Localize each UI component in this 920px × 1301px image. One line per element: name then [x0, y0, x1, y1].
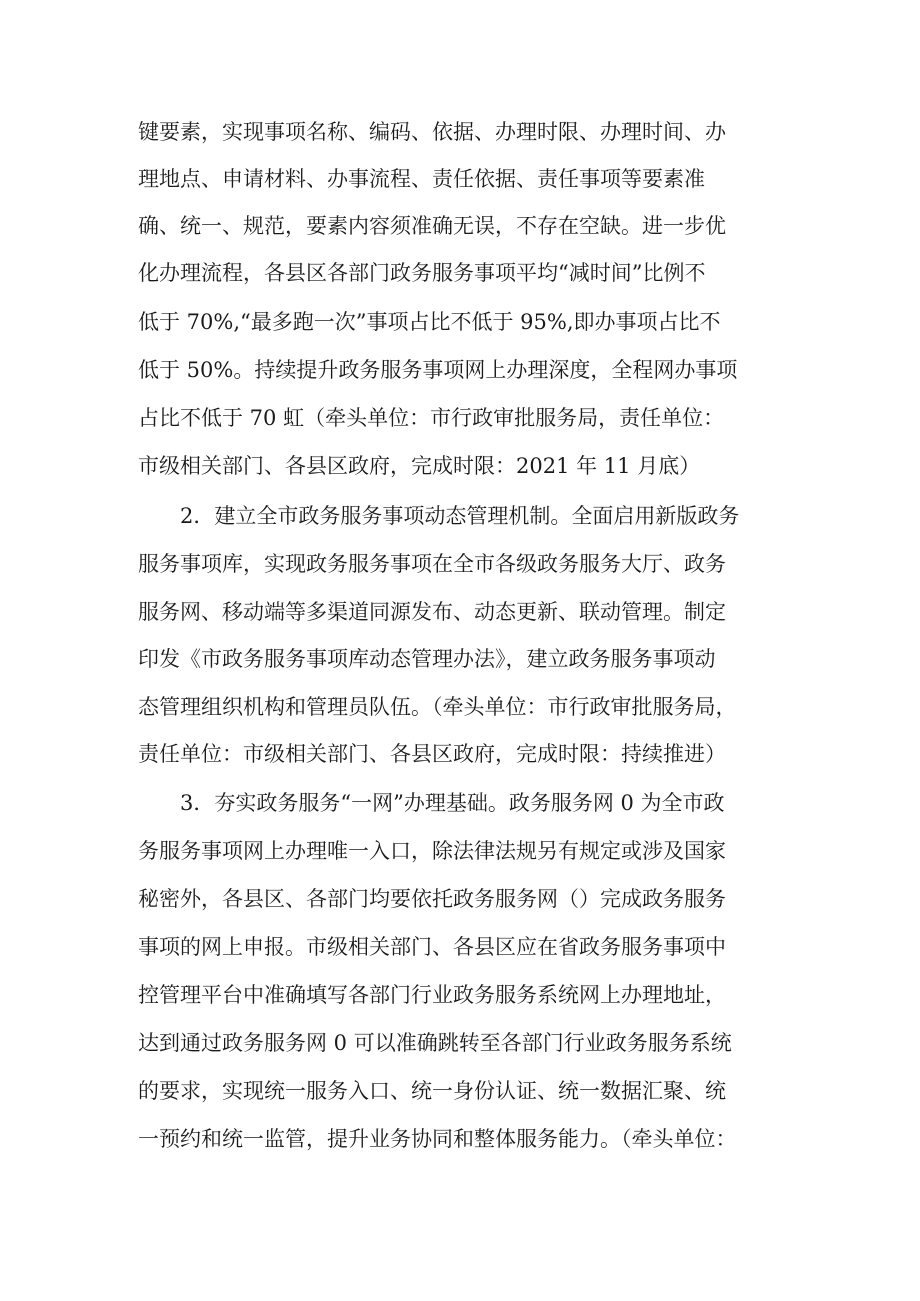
- text-line: 一预约和统一监管，提升业务协同和整体服务能力。（牵头单位：: [138, 1127, 737, 1151]
- text-line: 达到通过政务服务网 0 可以准确跳转至各部门行业政务服务系统: [138, 1031, 732, 1055]
- text-line: 态管理组织机构和管理员队伍。（牵头单位：市行政审批服务局，: [138, 695, 737, 719]
- text-line: 低于 50%。持续提升政务服务事项网上办理深度，全程网办事项: [138, 358, 738, 382]
- text-line: 化办理流程，各县区各部门政务服务事项平均“减时间”比例不: [138, 261, 706, 285]
- paragraph-3-start: 3．夯实政务服务“一网”办理基础。政务服务网 0 为全市政: [180, 791, 725, 815]
- text-line: 确、统一、规范，要素内容须准确无误，不存在空缺。进一步优: [138, 214, 726, 238]
- text-line: 控管理平台中准确填写各部门行业政务服务系统网上办理地址，: [138, 983, 726, 1007]
- text-line: 理地点、申请材料、办事流程、责任依据、责任事项等要素准: [138, 167, 705, 191]
- text-line: 的要求，实现统一服务入口、统一身份认证、统一数据汇聚、统: [138, 1079, 726, 1103]
- text-line: 占比不低于 70 虹（牵头单位：市行政审批服务局，责任单位：: [138, 406, 725, 430]
- text-line: 事项的网上申报。市级相关部门、各县区应在省政务服务事项中: [138, 935, 726, 959]
- paragraph-2-start: 2．建立全市政务服务事项动态管理机制。全面启用新版政务: [180, 504, 740, 528]
- text-line: 低于 70%,“最多跑一次”事项占比不低于 95%,即办事项占比不: [138, 310, 721, 334]
- text-line: 服务网、移动端等多渠道同源发布、动态更新、联动管理。制定: [138, 600, 726, 624]
- text-line: 市级相关部门、各县区政府，完成时限：2021 年 11 月底）: [138, 454, 701, 478]
- text-line: 印发《市政务服务事项库动态管理办法》，建立政务服务事项动: [138, 647, 716, 671]
- text-line: 务服务事项网上办理唯一入口，除法律法规另有规定或涉及国家: [138, 839, 726, 863]
- text-line: 责任单位：市级相关部门、各县区政府，完成时限：持续推进）: [138, 742, 726, 766]
- text-line: 服务事项库，实现政务服务事项在全市各级政务服务大厅、政务: [138, 552, 726, 576]
- text-line: 键要素，实现事项名称、编码、依据、办理时限、办理时间、办: [138, 120, 726, 144]
- text-line: 秘密外，各县区、各部门均要依托政务服务网（）完成政务服务: [138, 887, 726, 911]
